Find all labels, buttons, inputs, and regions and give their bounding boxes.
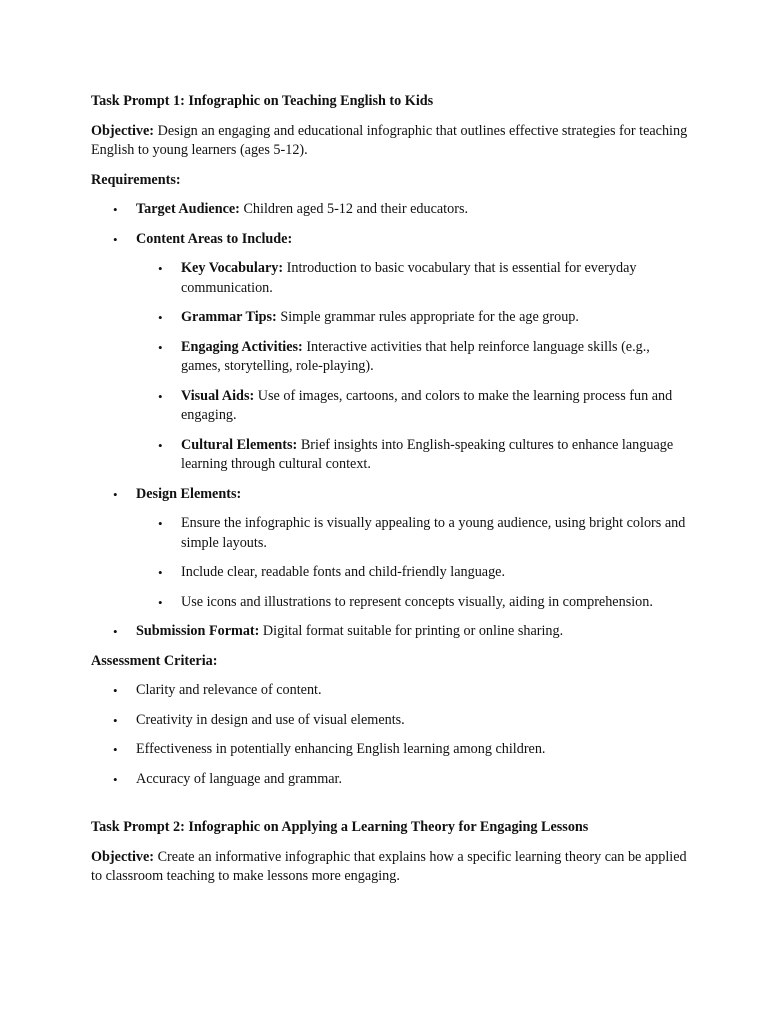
assessment-criteria-label: Assessment Criteria: (91, 652, 218, 669)
bullet-icon: • (113, 231, 118, 247)
task1-objective-label: Objective: (91, 122, 155, 139)
assessment-list (91, 681, 691, 789)
list-item (136, 593, 691, 613)
design-element-text: Include clear, readable fonts and child-friendly language. (181, 564, 506, 580)
list-item (136, 563, 691, 583)
content-area-label: Engaging Activities: (181, 338, 303, 355)
content-area-label: Visual Aids: (181, 387, 255, 404)
bullet-icon: • (113, 712, 118, 728)
content-area-text: Use of images, cartoons, and colors to make the learning process fun and engaging. (181, 387, 673, 423)
task2-objective-text: Create an informative infographic that explains how a specific learning theory can be applied to classroom teaching to make lessons more engaging. (91, 848, 687, 884)
content-area-label: Cultural Elements: (181, 436, 298, 453)
content-area-label: Key Vocabulary: (181, 260, 284, 276)
task1-objective (91, 122, 691, 161)
design-elements-label: Design Elements: (136, 485, 242, 502)
list-item (91, 711, 691, 731)
list-item (91, 681, 691, 701)
content-areas-label: Content Areas to Include: (136, 230, 293, 247)
task2-objective (91, 848, 691, 887)
content-area-text: Simple grammar rules appropriate for the age group. (276, 309, 579, 325)
requirements-list (91, 200, 691, 642)
bullet-icon: • (113, 771, 118, 787)
bullet-icon: • (113, 202, 118, 217)
design-element-text: Use icons and illustrations to represent concepts visually, aiding in comprehension. (181, 593, 653, 610)
assessment-text: Accuracy of language and grammar. (136, 770, 343, 787)
target-audience-text: Children aged 5-12 and their educators. (239, 201, 469, 217)
submission-format-text: Digital format suitable for printing or online sharing. (259, 623, 564, 639)
bullet-icon: • (158, 594, 163, 610)
bullet-icon: • (158, 339, 163, 355)
list-item (136, 259, 691, 298)
bullet-icon: • (113, 624, 118, 639)
list-item-content-areas (91, 230, 691, 475)
content-area-text: Introduction to basic vocabulary that is essential for everyday communication. (181, 260, 637, 296)
content-area-text: Interactive activities that help reinforce language skills (e.g., games, storytelling, role-playing). (181, 338, 650, 374)
content-area-text: Brief insights into English-speaking cultures to enhance language learning through cultural context. (181, 436, 674, 472)
task2-objective-label: Objective: (91, 848, 155, 865)
content-area-label: Grammar Tips: (181, 309, 277, 325)
list-item (136, 436, 691, 475)
submission-format-label: Submission Format: (136, 623, 260, 639)
list-item (136, 514, 691, 553)
list-item-submission-format (91, 622, 691, 642)
task1-objective-text: Design an engaging and educational infographic that outlines effective strategies for teaching English to young learners (ages 5-12). (91, 122, 688, 158)
list-item (91, 770, 691, 790)
assessment-text: Creativity in design and use of visual elements. (136, 711, 405, 728)
document-page (91, 92, 691, 897)
bullet-icon: • (158, 388, 163, 404)
bullet-icon: • (158, 565, 163, 580)
list-item (136, 387, 691, 426)
bullet-icon: • (113, 742, 118, 757)
bullet-icon: • (158, 437, 163, 453)
requirements-label: Requirements: (91, 171, 181, 188)
bullet-icon: • (158, 261, 163, 276)
assessment-text: Effectiveness in potentially enhancing English learning among children. (136, 741, 546, 757)
bullet-icon: • (113, 486, 118, 502)
list-item (136, 308, 691, 328)
target-audience-label: Target Audience: (136, 201, 240, 217)
bullet-icon: • (113, 683, 118, 698)
task2-title: Task Prompt 2: Infographic on Applying a Learning Theory for Engaging Lessons (91, 819, 589, 835)
assessment-text: Clarity and relevance of content. (136, 682, 322, 698)
section-spacer (91, 799, 691, 818)
list-item-design-elements (91, 485, 691, 613)
bullet-icon: • (158, 310, 163, 325)
list-item-target-audience (91, 200, 691, 220)
bullet-icon: • (158, 516, 163, 531)
design-element-text: Ensure the infographic is visually appealing to a young audience, using bright colors and simple layouts. (181, 515, 686, 551)
content-areas-list (136, 259, 691, 475)
task1-title: Task Prompt 1: Infographic on Teaching English to Kids (91, 93, 434, 109)
design-elements-list (136, 514, 691, 612)
list-item (136, 338, 691, 377)
list-item (91, 740, 691, 760)
